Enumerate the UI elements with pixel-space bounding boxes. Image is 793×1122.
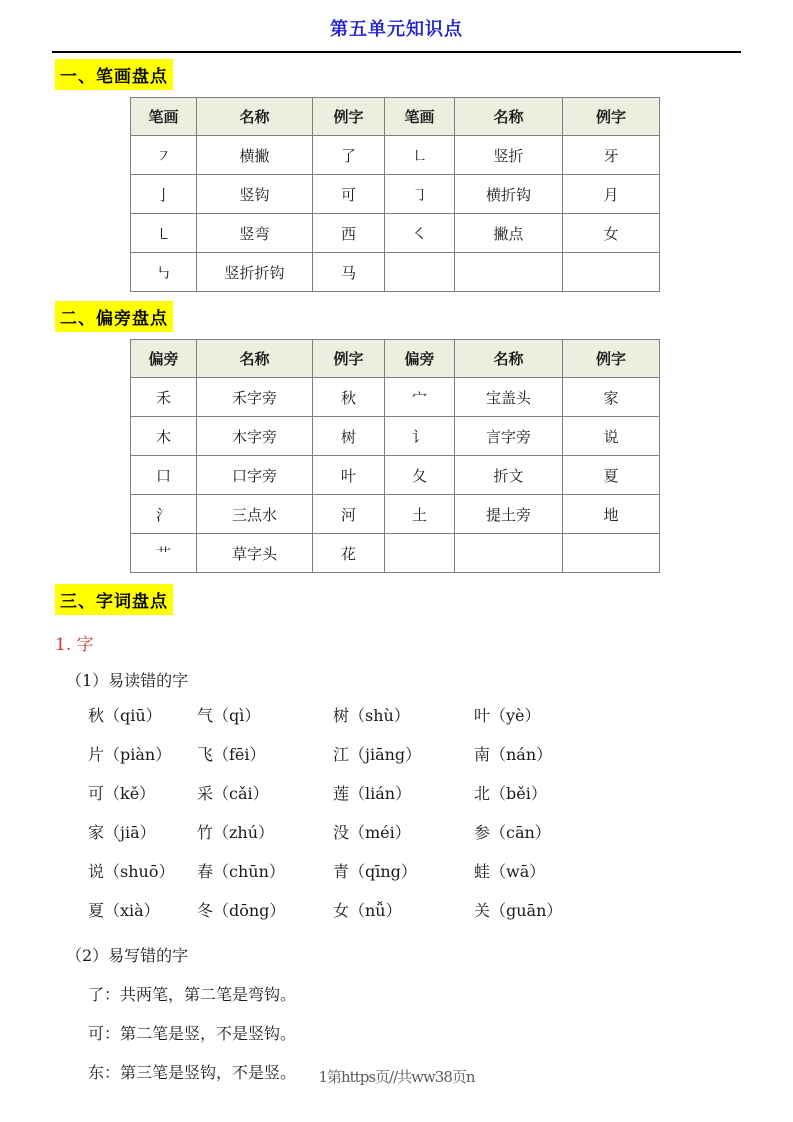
col-header: 例字 [313,98,385,136]
page-title: 第五单元知识点 [330,19,463,40]
stroke-glyph-cell [385,253,455,292]
radical-glyph-cell: 讠 [385,417,455,456]
note-line: 了：共两笔，第二笔是弯钩。 [88,985,297,1004]
table-cell: 家 [563,378,660,417]
word-item: 南（nán） [474,745,553,764]
stroke-table [130,97,660,292]
table-cell: 月 [563,175,660,214]
page-footer-watermark: 1第https页//共ww38页n [318,1068,475,1086]
table-cell: 河 [313,495,385,534]
radical-glyph-cell: 氵 [131,495,197,534]
stroke-glyph-cell: ㇉ [131,253,197,292]
section-heading-words: 三、字词盘点 [55,584,173,615]
table-cell: 横折钩 [455,175,563,214]
table-cell: 草字头 [197,534,313,573]
table-cell: 西 [313,214,385,253]
word-item: 说（shuō） [88,862,175,881]
table-cell: 三点水 [197,495,313,534]
radical-table [130,339,660,573]
table-cell [455,253,563,292]
table-cell: 禾字旁 [197,378,313,417]
col-header: 名称 [455,98,563,136]
word-item: 片（piàn） [88,745,172,764]
section-heading-strokes: 一、笔画盘点 [55,59,173,90]
word-item: 没（méi） [333,823,411,842]
word-item: 北（běi） [474,784,547,803]
col-header: 名称 [197,98,313,136]
table-cell: 竖弯 [197,214,313,253]
radical-glyph-cell: 宀 [385,378,455,417]
col-header: 例字 [563,340,660,378]
stroke-glyph-cell: ㇆ [385,175,455,214]
table-row [131,534,660,573]
word-item: 莲（lián） [333,784,412,803]
table-cell: 了 [313,136,385,175]
radical-glyph-cell: 夂 [385,456,455,495]
table-row [131,214,660,253]
table-cell: 提土旁 [455,495,563,534]
word-item: 采（cǎi） [197,784,269,803]
note-line: 东：第三笔是竖钩，不是竖。 [88,1063,297,1082]
misread-word-list [88,696,708,930]
table-row [131,253,660,292]
word-item: 气（qì） [197,706,261,725]
table-cell: 口字旁 [197,456,313,495]
word-item: 家（jiā） [88,823,156,842]
table-cell: 牙 [563,136,660,175]
col-header: 偏旁 [385,340,455,378]
table-cell [563,253,660,292]
col-header: 例字 [313,340,385,378]
word-item: 竹（zhú） [197,823,275,842]
table-cell: 竖折 [455,136,563,175]
word-item: 参（cān） [474,823,551,842]
word-item: 蛙（wā） [474,862,546,881]
note-line: 可：第二笔是竖，不是竖钩。 [88,1024,297,1043]
table-cell: 折文 [455,456,563,495]
table-cell: 花 [313,534,385,573]
table-row [131,417,660,456]
table-cell: 说 [563,417,660,456]
word-item: 可（kě） [88,784,156,803]
word-item: 秋（qiū） [88,706,162,725]
radical-glyph-cell: 土 [385,495,455,534]
subsection-title-zi: 1. 字 [55,635,94,655]
col-header: 名称 [197,340,313,378]
word-item: 江（jiāng） [333,745,422,764]
radical-glyph-cell: 禾 [131,378,197,417]
radical-glyph-cell: 口 [131,456,197,495]
table-row [131,495,660,534]
table-cell [563,534,660,573]
table-cell: 可 [313,175,385,214]
radical-glyph-cell: 木 [131,417,197,456]
table-cell: 横撇 [197,136,313,175]
col-header: 笔画 [385,98,455,136]
word-item: 夏（xià） [88,901,160,920]
stroke-glyph-cell: ㇗ [385,136,455,175]
table-cell: 撇点 [455,214,563,253]
radical-glyph-cell: 艹 [131,534,197,573]
col-header: 名称 [455,340,563,378]
stroke-glyph-cell: ㇇ [131,136,197,175]
word-item: 青（qīng） [333,862,417,881]
stroke-table-header-row [131,98,660,136]
word-item: 叶（yè） [474,706,541,725]
stroke-glyph-cell: ㇛ [385,214,455,253]
table-cell: 夏 [563,456,660,495]
table-cell: 马 [313,253,385,292]
table-cell: 地 [563,495,660,534]
word-item: 关（guān） [474,901,563,920]
stroke-glyph-cell: 亅 [131,175,197,214]
table-row [131,456,660,495]
col-header: 偏旁 [131,340,197,378]
table-cell [455,534,563,573]
word-item: 冬（dōng） [197,901,286,920]
table-cell: 言字旁 [455,417,563,456]
table-cell: 竖钩 [197,175,313,214]
table-cell: 树 [313,417,385,456]
item-label-misread: （1）易读错的字 [66,671,189,690]
word-item: 春（chūn） [197,862,285,881]
table-cell: 叶 [313,456,385,495]
table-row [131,378,660,417]
table-row [131,136,660,175]
word-item: 树（shù） [333,706,410,725]
table-cell: 女 [563,214,660,253]
stroke-glyph-cell: ㇄ [131,214,197,253]
col-header: 笔画 [131,98,197,136]
table-cell: 竖折折钩 [197,253,313,292]
section-heading-radicals: 二、偏旁盘点 [55,301,173,332]
table-row [131,175,660,214]
item-label-miswrite: （2）易写错的字 [66,946,189,965]
word-item: 飞（fēi） [197,745,266,764]
col-header: 例字 [563,98,660,136]
table-cell: 宝盖头 [455,378,563,417]
table-cell: 秋 [313,378,385,417]
word-item: 女（nǚ） [333,901,402,920]
table-cell: 木字旁 [197,417,313,456]
radical-glyph-cell [385,534,455,573]
radical-table-header-row [131,340,660,378]
